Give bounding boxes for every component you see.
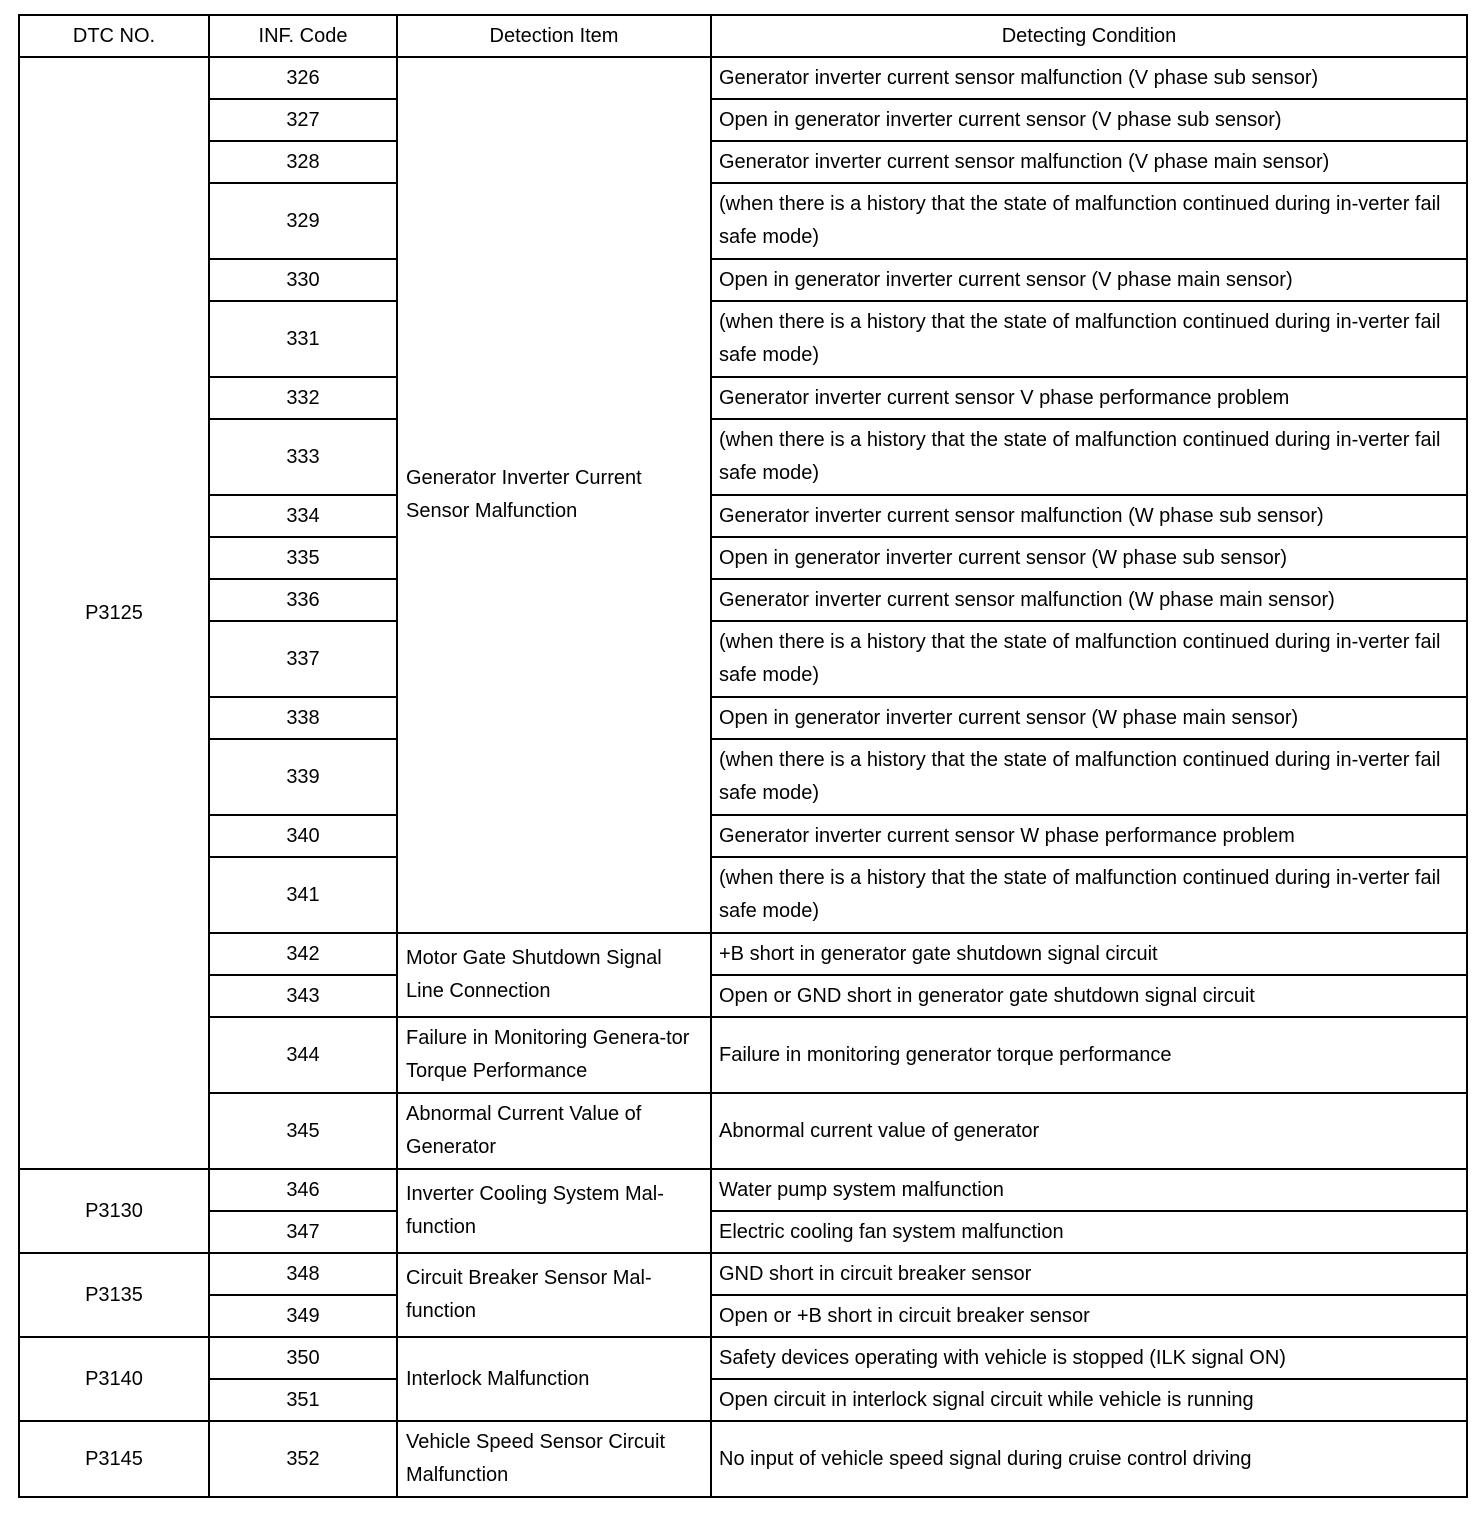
detecting-condition-cell: Water pump system malfunction — [711, 1169, 1467, 1211]
inf-code-cell: 328 — [209, 141, 397, 183]
detecting-condition-cell: Generator inverter current sensor V phase performance problem — [711, 377, 1467, 419]
table-row — [19, 1253, 1467, 1295]
detection-item-cell: Failure in Monitoring Genera-tor Torque Performance — [397, 1017, 711, 1093]
inf-code-cell: 332 — [209, 377, 397, 419]
table-row — [19, 57, 1467, 99]
inf-code-cell: 340 — [209, 815, 397, 857]
table-row — [19, 1337, 1467, 1379]
inf-code-cell: 327 — [209, 99, 397, 141]
table-row — [19, 739, 1467, 815]
dtc-number-cell: P3130 — [19, 1169, 209, 1253]
detection-item-cell: Abnormal Current Value of Generator — [397, 1093, 711, 1169]
detecting-condition-cell: Generator inverter current sensor malfunction (V phase sub sensor) — [711, 57, 1467, 99]
table-row — [19, 933, 1467, 975]
table-row — [19, 1093, 1467, 1169]
table-row — [19, 1421, 1467, 1497]
table-row — [19, 621, 1467, 697]
detecting-condition-cell: Generator inverter current sensor W phase performance problem — [711, 815, 1467, 857]
inf-code-cell: 350 — [209, 1337, 397, 1379]
detection-item-cell: Inverter Cooling System Mal-function — [397, 1169, 711, 1253]
inf-code-cell: 341 — [209, 857, 397, 933]
inf-code-cell: 333 — [209, 419, 397, 495]
inf-code-cell: 346 — [209, 1169, 397, 1211]
detection-item-cell: Motor Gate Shutdown Signal Line Connection — [397, 933, 711, 1017]
detecting-condition-cell: Generator inverter current sensor malfunction (W phase sub sensor) — [711, 495, 1467, 537]
inf-code-cell: 329 — [209, 183, 397, 259]
detecting-condition-cell: No input of vehicle speed signal during cruise control driving — [711, 1421, 1467, 1497]
header-detecting-condition: Detecting Condition — [711, 15, 1467, 57]
inf-code-cell: 345 — [209, 1093, 397, 1169]
detecting-condition-cell: GND short in circuit breaker sensor — [711, 1253, 1467, 1295]
table-row — [19, 259, 1467, 301]
detecting-condition-cell: Open or +B short in circuit breaker sensor — [711, 1295, 1467, 1337]
detecting-condition-cell: Open in generator inverter current sensor (V phase sub sensor) — [711, 99, 1467, 141]
table-row — [19, 1379, 1467, 1421]
detecting-condition-cell: Electric cooling fan system malfunction — [711, 1211, 1467, 1253]
dtc-number-cell: P3125 — [19, 57, 209, 1169]
inf-code-cell: 347 — [209, 1211, 397, 1253]
table-row — [19, 1295, 1467, 1337]
detecting-condition-cell: (when there is a history that the state of malfunction continued during in-verter fail safe mode) — [711, 301, 1467, 377]
inf-code-cell: 331 — [209, 301, 397, 377]
table-row — [19, 141, 1467, 183]
table-row — [19, 301, 1467, 377]
header-dtc-no: DTC NO. — [19, 15, 209, 57]
inf-code-cell: 334 — [209, 495, 397, 537]
table-header — [19, 15, 1467, 57]
dtc-number-cell: P3145 — [19, 1421, 209, 1497]
table-row — [19, 815, 1467, 857]
detecting-condition-cell: (when there is a history that the state of malfunction continued during in-verter fail safe mode) — [711, 857, 1467, 933]
inf-code-cell: 349 — [209, 1295, 397, 1337]
inf-code-cell: 344 — [209, 1017, 397, 1093]
table-row — [19, 1017, 1467, 1093]
table-row — [19, 99, 1467, 141]
inf-code-cell: 339 — [209, 739, 397, 815]
detecting-condition-cell: +B short in generator gate shutdown signal circuit — [711, 933, 1467, 975]
inf-code-cell: 352 — [209, 1421, 397, 1497]
inf-code-cell: 336 — [209, 579, 397, 621]
table-row — [19, 1169, 1467, 1211]
table-row — [19, 857, 1467, 933]
table-row — [19, 419, 1467, 495]
dtc-number-cell: P3140 — [19, 1337, 209, 1421]
table-row — [19, 697, 1467, 739]
detecting-condition-cell: Open in generator inverter current sensor (V phase main sensor) — [711, 259, 1467, 301]
table-body — [19, 57, 1467, 1497]
detecting-condition-cell: Open or GND short in generator gate shutdown signal circuit — [711, 975, 1467, 1017]
detecting-condition-cell: (when there is a history that the state of malfunction continued during in-verter fail safe mode) — [711, 739, 1467, 815]
inf-code-cell: 343 — [209, 975, 397, 1017]
table-row — [19, 495, 1467, 537]
detecting-condition-cell: Open in generator inverter current sensor (W phase main sensor) — [711, 697, 1467, 739]
inf-code-cell: 348 — [209, 1253, 397, 1295]
detecting-condition-cell: (when there is a history that the state of malfunction continued during in-verter fail safe mode) — [711, 621, 1467, 697]
inf-code-cell: 326 — [209, 57, 397, 99]
detection-item-cell: Generator Inverter Current Sensor Malfunction — [397, 57, 711, 933]
detecting-condition-cell: Safety devices operating with vehicle is stopped (ILK signal ON) — [711, 1337, 1467, 1379]
header-row — [19, 15, 1467, 57]
detection-item-cell: Circuit Breaker Sensor Mal-function — [397, 1253, 711, 1337]
detecting-condition-cell: Generator inverter current sensor malfunction (W phase main sensor) — [711, 579, 1467, 621]
inf-code-cell: 351 — [209, 1379, 397, 1421]
detecting-condition-cell: Abnormal current value of generator — [711, 1093, 1467, 1169]
table-row — [19, 183, 1467, 259]
detecting-condition-cell: (when there is a history that the state of malfunction continued during in-verter fail safe mode) — [711, 419, 1467, 495]
inf-code-cell: 330 — [209, 259, 397, 301]
table-row — [19, 377, 1467, 419]
inf-code-cell: 338 — [209, 697, 397, 739]
inf-code-cell: 335 — [209, 537, 397, 579]
detection-item-cell: Interlock Malfunction — [397, 1337, 711, 1421]
dtc-table — [18, 14, 1468, 1498]
detecting-condition-cell: Generator inverter current sensor malfunction (V phase main sensor) — [711, 141, 1467, 183]
detecting-condition-cell: Failure in monitoring generator torque performance — [711, 1017, 1467, 1093]
detection-item-cell: Vehicle Speed Sensor Circuit Malfunction — [397, 1421, 711, 1497]
inf-code-cell: 342 — [209, 933, 397, 975]
header-detection-item: Detection Item — [397, 15, 711, 57]
header-inf-code: INF. Code — [209, 15, 397, 57]
table-row — [19, 579, 1467, 621]
detecting-condition-cell: (when there is a history that the state of malfunction continued during in-verter fail safe mode) — [711, 183, 1467, 259]
table-row — [19, 975, 1467, 1017]
detecting-condition-cell: Open in generator inverter current sensor (W phase sub sensor) — [711, 537, 1467, 579]
detecting-condition-cell: Open circuit in interlock signal circuit while vehicle is running — [711, 1379, 1467, 1421]
dtc-number-cell: P3135 — [19, 1253, 209, 1337]
table-row — [19, 1211, 1467, 1253]
table-row — [19, 537, 1467, 579]
inf-code-cell: 337 — [209, 621, 397, 697]
